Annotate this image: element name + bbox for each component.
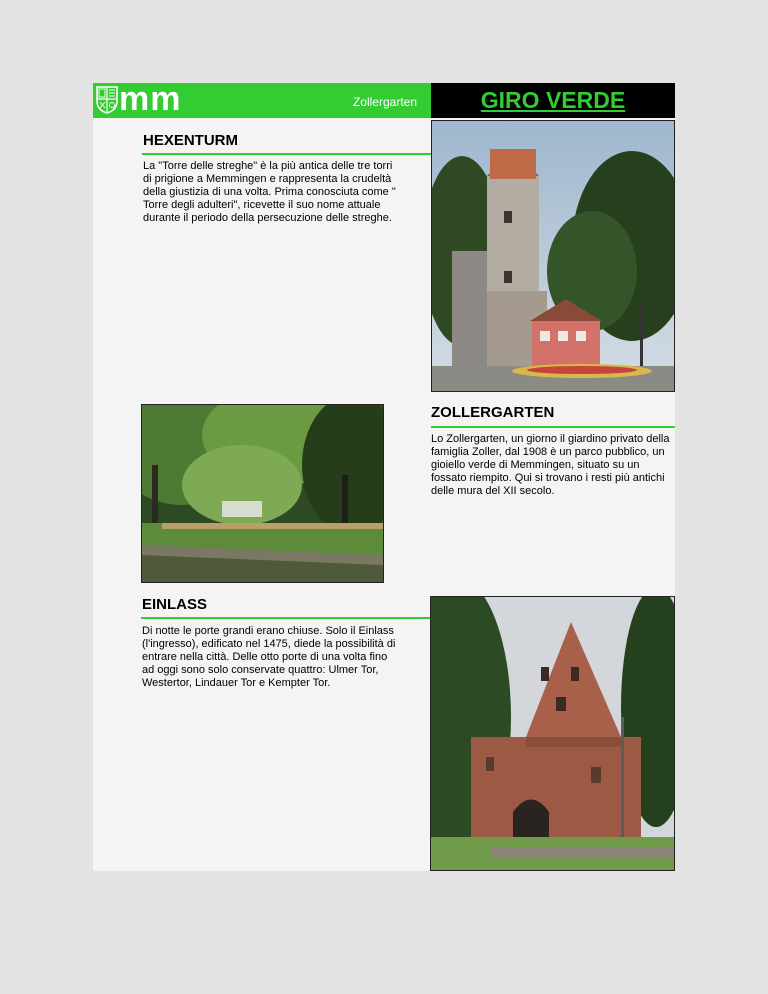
document-page [93, 80, 675, 871]
section-text-einlass: Di notte le porte grandi erano chiuse. Solo il Einlass (l'ingresso), edificato nel 1475, diede la possibilità di entrare nella città. Delle otto porte di una volta fino ad oggi sono solo conservate quattro: Ulmer Tor, Westertor, Lindauer Tor e Kempter Tor. [142, 625, 396, 689]
header-bar [93, 80, 431, 118]
header-title-bar [431, 83, 675, 118]
section-text-hexenturm: La "Torre delle streghe" è la più antica delle tre torri di prigione a Memmingen e rappresenta la crudeltà della giustizia di una volta. Prima conosciuta come " Torre degli adulteri", ricevette il suo nome attuale durante il periodo della persecuzione delle streghe. [143, 160, 396, 224]
section-divider [142, 153, 431, 155]
section-heading-hexenturm: HEXENTURM [143, 132, 239, 149]
logo-text: mm [119, 80, 182, 118]
zollergarten-photo [141, 404, 384, 583]
einlass-photo [430, 596, 675, 871]
page-title: GIRO VERDE [480, 87, 626, 113]
hexenturm-photo [431, 120, 675, 392]
header-subtitle: Zollergarten [352, 95, 417, 109]
city-crest-icon [96, 86, 118, 114]
section-heading-einlass: EINLASS [142, 596, 208, 613]
section-heading-zollergarten: ZOLLERGARTEN [431, 404, 555, 421]
section-divider [431, 426, 675, 428]
section-text-zollergarten: Lo Zollergarten, un giorno il giardino privato della famiglia Zoller, dal 1908 è un parco pubblico, un gioiello verde di Memmingen, situato su un fossato riempito. Qui si trovano i resti più antichi delle mura del XII secolo. [431, 433, 670, 497]
section-divider [141, 617, 431, 619]
